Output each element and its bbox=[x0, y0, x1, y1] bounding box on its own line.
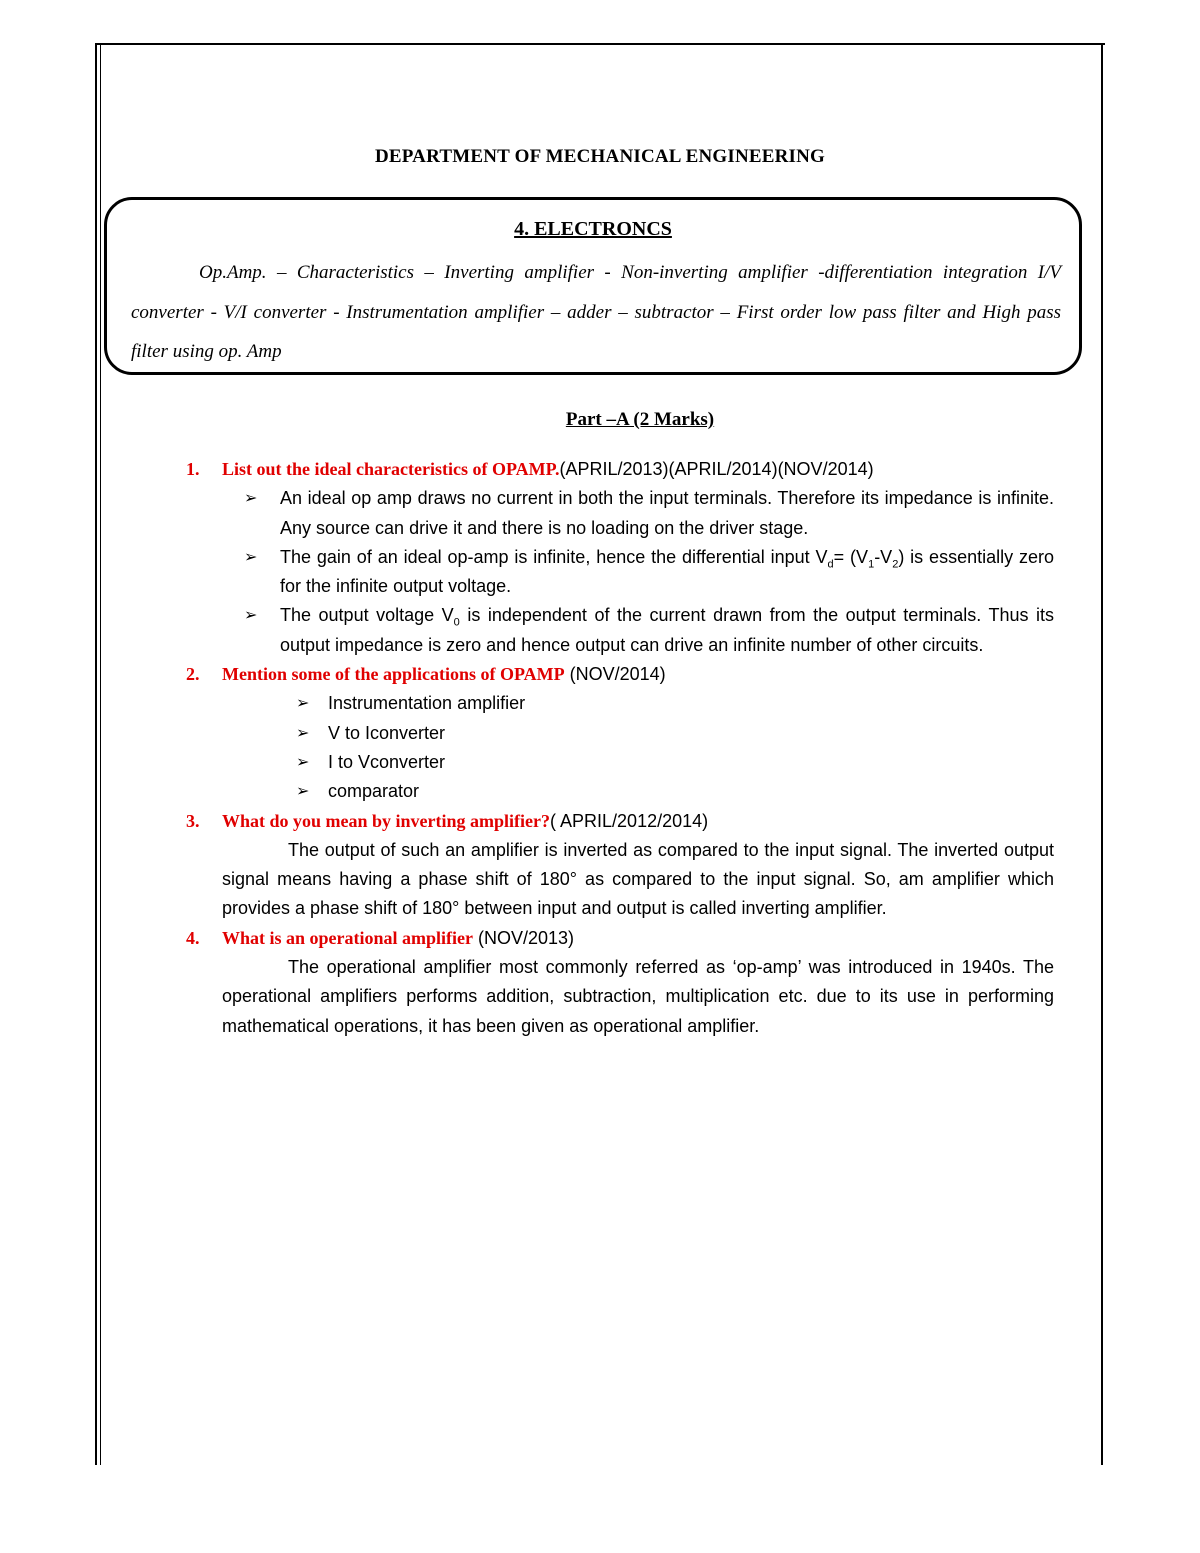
subscript: 0 bbox=[453, 617, 460, 630]
list-item bbox=[0, 719, 1200, 748]
list-item-text: comparator bbox=[328, 781, 420, 802]
arrow-bullet-icon: ➢ bbox=[244, 490, 258, 508]
list-item bbox=[0, 484, 1200, 543]
subscript: d bbox=[827, 558, 834, 571]
question-text: List out the ideal characteristics of OPAMP. bbox=[222, 459, 560, 479]
part-title: Part –A (2 Marks) bbox=[565, 409, 715, 430]
question-number: 4. bbox=[186, 927, 200, 948]
question-text: Mention some of the applications of OPAMP bbox=[222, 664, 565, 685]
answer-paragraph: The output of such an amplifier is inverted as compared to the input signal. The inverted output signal means having a phase shift of 180° as compared to the input signal. So, am amplifier which provides a phase shift of 180° between input and output is called inverting amplifier. bbox=[222, 839, 1054, 919]
list-item-text bbox=[280, 547, 1054, 596]
question-date: (APRIL/2013)(APRIL/2014)(NOV/2014) bbox=[559, 459, 874, 479]
subscript: 1 bbox=[868, 558, 875, 571]
question-number: 2. bbox=[186, 664, 200, 685]
list-item bbox=[0, 689, 1200, 718]
question-text: What do you mean by inverting amplifier? bbox=[222, 810, 551, 831]
list-item-text: V to Iconverter bbox=[328, 722, 446, 743]
list-item-text: An ideal op amp draws no current in both the input terminals. Therefore its impedance is infinite. Any source can drive it and there is no loading on the driver stage. bbox=[280, 488, 1054, 538]
question-2 bbox=[0, 660, 1200, 689]
text-run: is independent of the current drawn from the output terminals. Thus its output impedance is zero and hence output can drive an infinite number of other circuits. bbox=[280, 605, 1054, 655]
arrow-bullet-icon: ➢ bbox=[296, 724, 310, 742]
list-item-text bbox=[280, 605, 1054, 654]
text-run: The output voltage V bbox=[280, 605, 454, 626]
text-run: ) is essentially zero for the infinite output voltage. bbox=[280, 546, 1054, 597]
list-item bbox=[0, 543, 1200, 602]
unit-title: 4. ELECTRONCS bbox=[514, 218, 672, 240]
questions-list bbox=[0, 455, 1200, 1041]
question-text: What is an operational amplifier bbox=[222, 927, 473, 948]
syllabus-text: Op.Amp. – Characteristics – Inverting amplifier - Non-inverting amplifier -differentiation integration I/V converter - V/I converter - Instrumentation amplifier – adder – subtractor – First order low pass filter and High pass filter using op. Amp bbox=[131, 262, 1061, 362]
arrow-bullet-icon: ➢ bbox=[244, 548, 258, 566]
answer-paragraph: The operational amplifier most commonly referred as ‘op-amp’ was introduced in 1940s. The operational amplifiers performs addition, subtraction, multiplication etc. due to its use in performing mathematical operations, it has been given as operational amplifier. bbox=[222, 957, 1054, 1036]
text-run: -V bbox=[874, 546, 893, 567]
question-date: (NOV/2014) bbox=[564, 664, 666, 685]
question-4 bbox=[0, 924, 1200, 953]
list-item bbox=[0, 777, 1200, 806]
question-date: (NOV/2013) bbox=[473, 927, 575, 948]
arrow-bullet-icon: ➢ bbox=[296, 783, 310, 801]
arrow-bullet-icon: ➢ bbox=[296, 695, 310, 713]
department-heading: DEPARTMENT OF MECHANICAL ENGINEERING bbox=[374, 146, 826, 167]
arrow-bullet-icon: ➢ bbox=[296, 753, 310, 771]
question-1 bbox=[0, 455, 1200, 484]
arrow-bullet-icon: ➢ bbox=[244, 607, 258, 625]
frame-top-line bbox=[95, 43, 1105, 45]
subscript: 2 bbox=[892, 558, 899, 571]
list-item-text: I to Vconverter bbox=[328, 751, 446, 772]
syllabus-box bbox=[104, 197, 1082, 375]
question-date: ( APRIL/2012/2014) bbox=[550, 810, 709, 831]
list-item bbox=[0, 601, 1200, 660]
text-run: = (V bbox=[833, 546, 869, 567]
list-item bbox=[0, 748, 1200, 777]
text-run: The gain of an ideal op-amp is infinite, hence the differential input V bbox=[280, 546, 828, 567]
list-item-text: Instrumentation amplifier bbox=[328, 693, 526, 714]
question-3 bbox=[0, 807, 1200, 836]
question-number: 3. bbox=[186, 810, 200, 831]
question-number: 1. bbox=[186, 459, 200, 479]
